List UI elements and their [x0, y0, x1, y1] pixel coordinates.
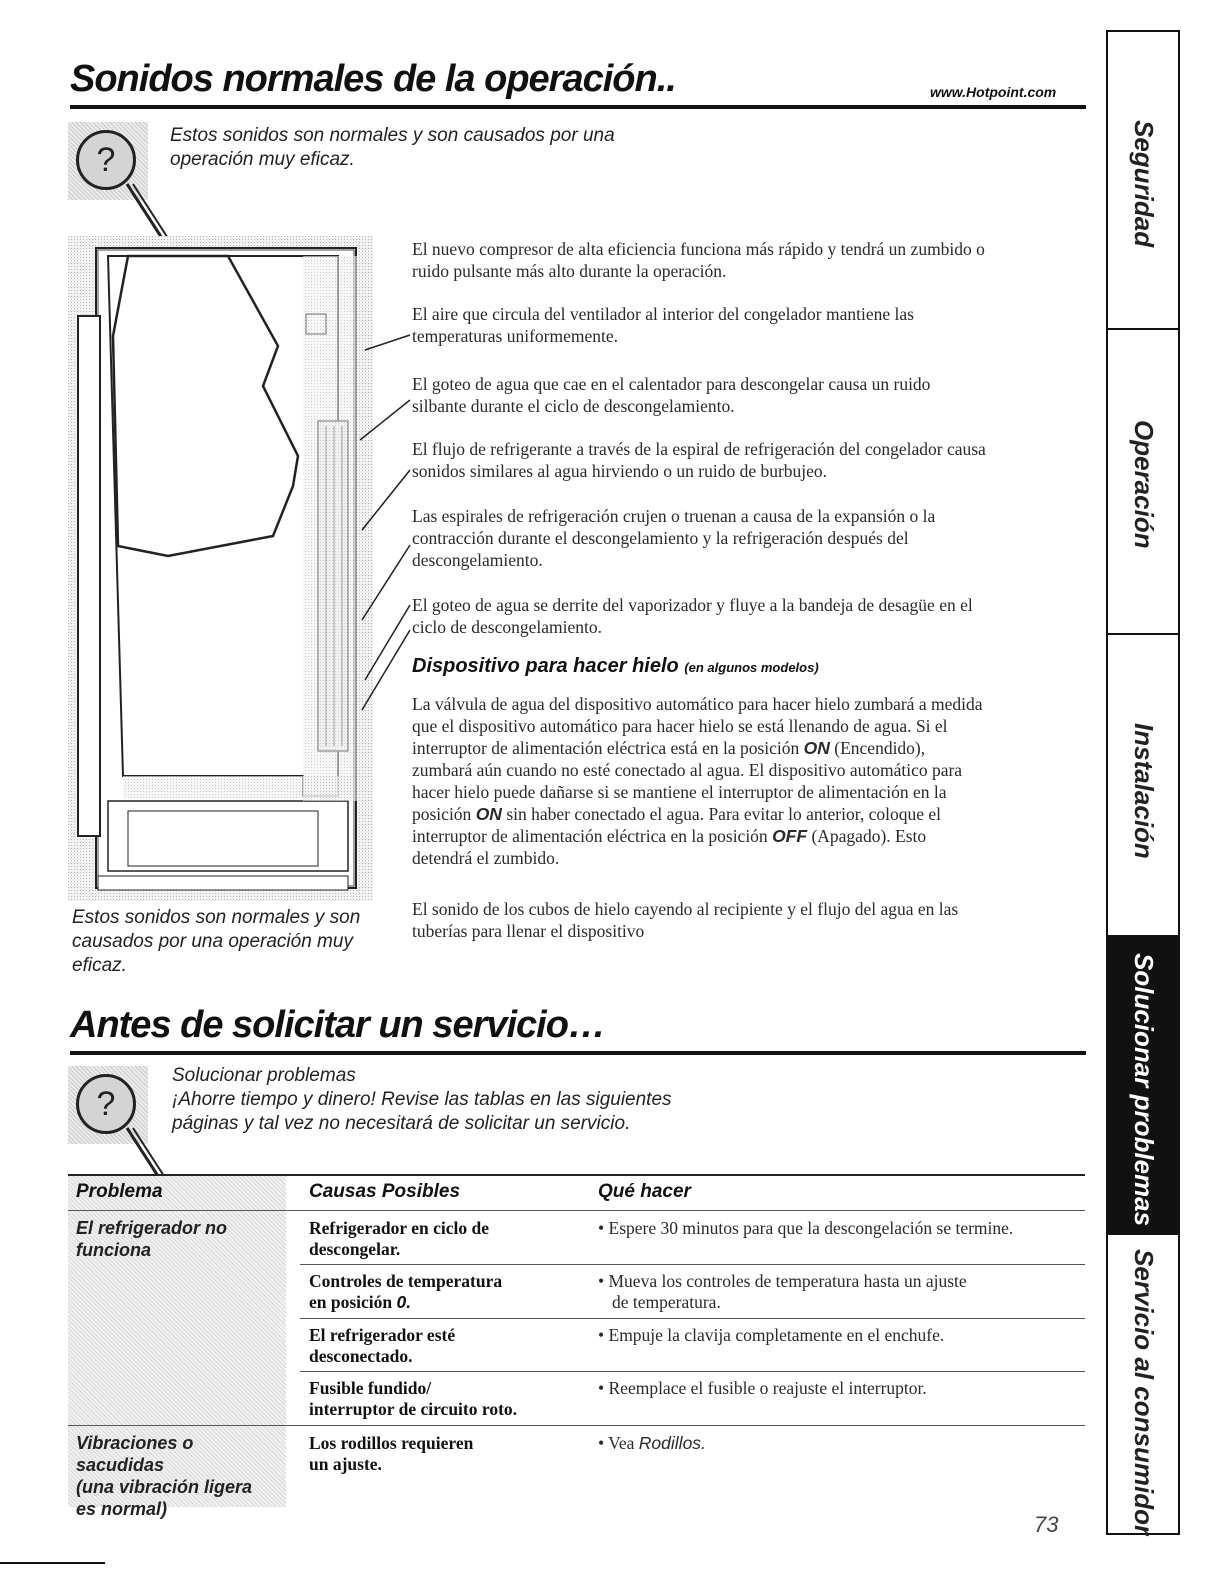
- title-rule: [70, 105, 1086, 109]
- question-icon: [68, 122, 148, 200]
- header-problem: Problema: [76, 1181, 163, 1202]
- tab-seguridad[interactable]: Seguridad: [1106, 30, 1180, 330]
- page-number: 73: [1034, 1512, 1059, 1537]
- todo-wait-defrost: • Espere 30 minutos para que la descongelación se termine.: [598, 1218, 1014, 1238]
- todo-adjust-controls: • Mueva los controles de temperatura hasta un ajuste de temperatura.: [598, 1271, 967, 1312]
- tab-servicio-al-consumidor[interactable]: Servicio al consumidor: [1129, 1249, 1159, 1536]
- sound-description-2: El aire que circula del ventilador al interior del congelador mantiene las temperaturas uniformemente.: [412, 304, 914, 346]
- freezer-cutaway-illustration: [68, 236, 373, 901]
- magnifier-icon: ?: [76, 1074, 136, 1134]
- section-rule: [70, 1051, 1086, 1055]
- pointer-lines: [330, 300, 420, 720]
- cause-defrost-cycle: Refrigerador en ciclo de descongelar.: [309, 1218, 489, 1259]
- table-row-rule: [68, 1425, 1085, 1426]
- todo-see-rollers: • Vea Rodillos.: [598, 1433, 706, 1453]
- intro-text: Estos sonidos son normales y son causados por una operación muy eficaz.: [170, 125, 615, 170]
- tab-operacion[interactable]: Operación: [1106, 330, 1180, 635]
- tab-instalacion[interactable]: Instalación: [1129, 723, 1159, 859]
- sound-description-1: El nuevo compresor de alta eficiencia funciona más rápido y tendrá un zumbido o ruido pulsante más alto durante la operación.: [412, 239, 985, 281]
- header-todo: Qué hacer: [598, 1181, 691, 1202]
- question-icon: [68, 1066, 148, 1144]
- section-title: Antes de solicitar un servicio…: [70, 1004, 605, 1046]
- sound-description-3: El goteo de agua que cae en el calentador para descongelar causa un ruido silbante durante el ciclo de descongelamiento.: [412, 374, 931, 416]
- troubleshoot-intro: Solucionar problemas ¡Ahorre tiempo y dinero! Revise las tablas en las siguientes páginas y tal vez no necesitará de solicitar un servicio.: [172, 1065, 672, 1134]
- table-top-rule: [68, 1174, 1085, 1176]
- problem-vibration: Vibraciones o sacudidas (una vibración ligera es normal): [76, 1433, 253, 1519]
- cause-unplugged: El refrigerador esté desconectado.: [309, 1325, 456, 1366]
- row-divider: [300, 1264, 1085, 1265]
- icemaker-description: La válvula de agua del dispositivo automático para hacer hielo zumbará a medida que el dispositivo automático para hacer hielo se está llenando de agua. Si el interruptor de alimentación eléctrica está en la posición ON (Encendido), zumbará aún cuando no esté conectado al agua. El dispositivo automático para hacer hielo puede dañarse si se mantiene el interruptor de alimentación en la posición ON sin haber conectado el agua. Para evitar lo anterior, coloque el interruptor de alimentación eléctrica en la posición OFF (Apagado). Esto detendrá el zumbido.: [412, 694, 983, 868]
- table-header-rule: [68, 1210, 1085, 1211]
- cause-fuse: Fusible fundido/ interruptor de circuito roto.: [309, 1378, 518, 1419]
- icemaker-heading: Dispositivo para hacer hielo (en algunos modelos): [412, 655, 819, 677]
- footer-rule: [0, 1562, 105, 1564]
- cause-rollers: Los rodillos requieren un ajuste.: [309, 1433, 474, 1474]
- todo-replace-fuse: • Reemplace el fusible o reajuste el interruptor.: [598, 1378, 927, 1398]
- magnifier-icon: ?: [76, 130, 136, 190]
- row-divider: [300, 1371, 1085, 1372]
- todo-push-plug: • Empuje la clavija completamente en el enchufe.: [598, 1325, 945, 1345]
- cause-temperature-controls: Controles de temperatura en posición 0.: [309, 1271, 503, 1312]
- sound-description-4: El flujo de refrigerante a través de la espiral de refrigeración del congelador causa sonidos similares al agua hirviendo o un ruido de burbujeo.: [412, 439, 986, 481]
- header-causes: Causas Posibles: [309, 1181, 461, 1202]
- row-divider: [300, 1318, 1085, 1319]
- ice-cubes-description: El sonido de los cubos de hielo cayendo al recipiente y el flujo del agua en las tuberías para llenar el dispositivo: [412, 899, 959, 941]
- refrigerator-diagram: [68, 236, 373, 901]
- sound-description-5: Las espirales de refrigeración crujen o truenan a causa de la expansión o la contracción durante el descongelamiento y la refrigeración después del descongelamiento.: [412, 506, 936, 570]
- sound-description-6: El goteo de agua se derrite del vaporizador y fluye a la bandeja de desagüe en el ciclo de descongelamiento.: [412, 595, 973, 637]
- page-title: Sonidos normales de la operación..: [70, 58, 676, 100]
- website-url[interactable]: www.Hotpoint.com: [930, 84, 1057, 100]
- problem-not-working: El refrigerador no funciona: [76, 1218, 228, 1260]
- figure-caption: Estos sonidos son normales y son causados por una operación muy eficaz.: [72, 907, 361, 976]
- tab-solucionar-problemas[interactable]: Solucionar problemas: [1108, 935, 1178, 1235]
